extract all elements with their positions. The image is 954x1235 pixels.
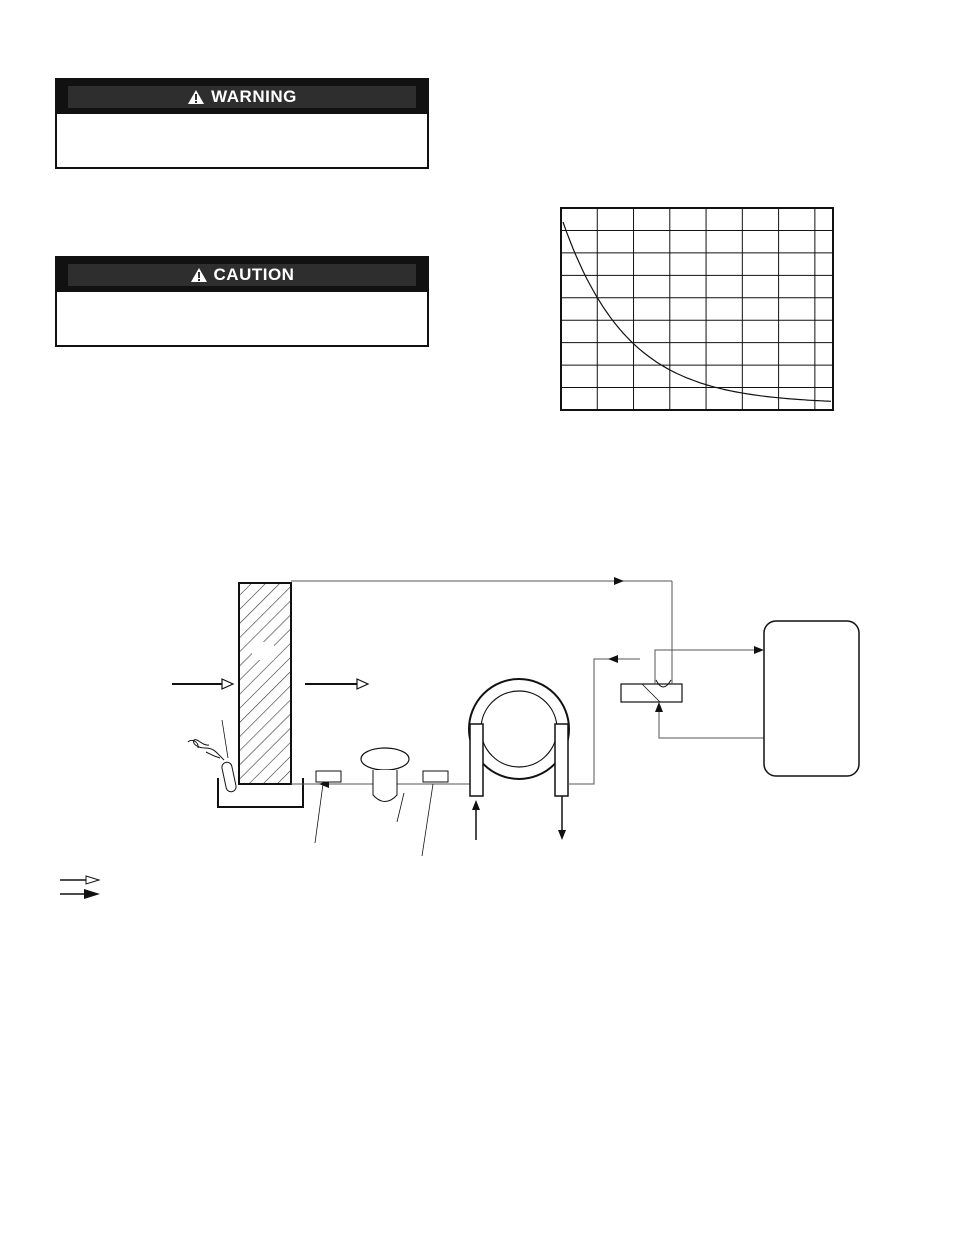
legend-refrigerant-arrowhead [84, 889, 100, 899]
warning-triangle-icon [187, 89, 205, 105]
compressor-inner [481, 691, 557, 767]
inlet-arrowhead [472, 800, 480, 810]
evaporator-coil [239, 583, 291, 784]
storage-tank [764, 621, 859, 776]
discharge-arrowhead [608, 655, 618, 663]
cycle-diagram [0, 560, 954, 910]
tank-return-line [659, 712, 764, 738]
leader-3 [422, 784, 433, 856]
air-in-arrowhead [222, 679, 233, 689]
chart-grid [561, 208, 833, 410]
top-line-arrowhead [614, 577, 624, 585]
warning-body [57, 114, 427, 168]
coil-label-patch [252, 642, 274, 660]
receiver-neck [373, 770, 397, 802]
air-out-arrowhead [357, 679, 368, 689]
receiver-dome [361, 748, 409, 770]
caution-triangle-icon [190, 267, 208, 283]
capillary-tube [194, 740, 224, 760]
sensor-bulb [221, 761, 237, 792]
valve-block [423, 771, 448, 782]
capillary-coil [188, 740, 220, 758]
leader-2 [397, 793, 404, 822]
caution-header [57, 258, 427, 292]
legend-air-arrowhead [86, 876, 99, 884]
leader-1 [315, 784, 323, 843]
compressor-leg-right [555, 724, 568, 796]
caution-title-bar [68, 264, 416, 286]
outlet-arrowhead [558, 830, 566, 840]
caution-body [57, 292, 427, 346]
warning-title: WARNING [211, 87, 297, 106]
caution-title: CAUTION [213, 265, 295, 284]
sensor-leader [222, 720, 228, 758]
control-loop [655, 650, 672, 684]
discharge-line [568, 659, 640, 784]
warning-title-bar [68, 86, 416, 108]
compressor-leg-left [470, 724, 483, 796]
chart-curve [563, 222, 831, 401]
tank-feed-arrowhead [754, 646, 764, 654]
chart-frame [561, 208, 833, 410]
warning-box [55, 78, 429, 169]
decay-chart [555, 202, 841, 418]
caution-box [55, 256, 429, 347]
filter-drier [316, 771, 341, 782]
tank-return-arrowhead [655, 702, 663, 712]
warning-header [57, 80, 427, 114]
